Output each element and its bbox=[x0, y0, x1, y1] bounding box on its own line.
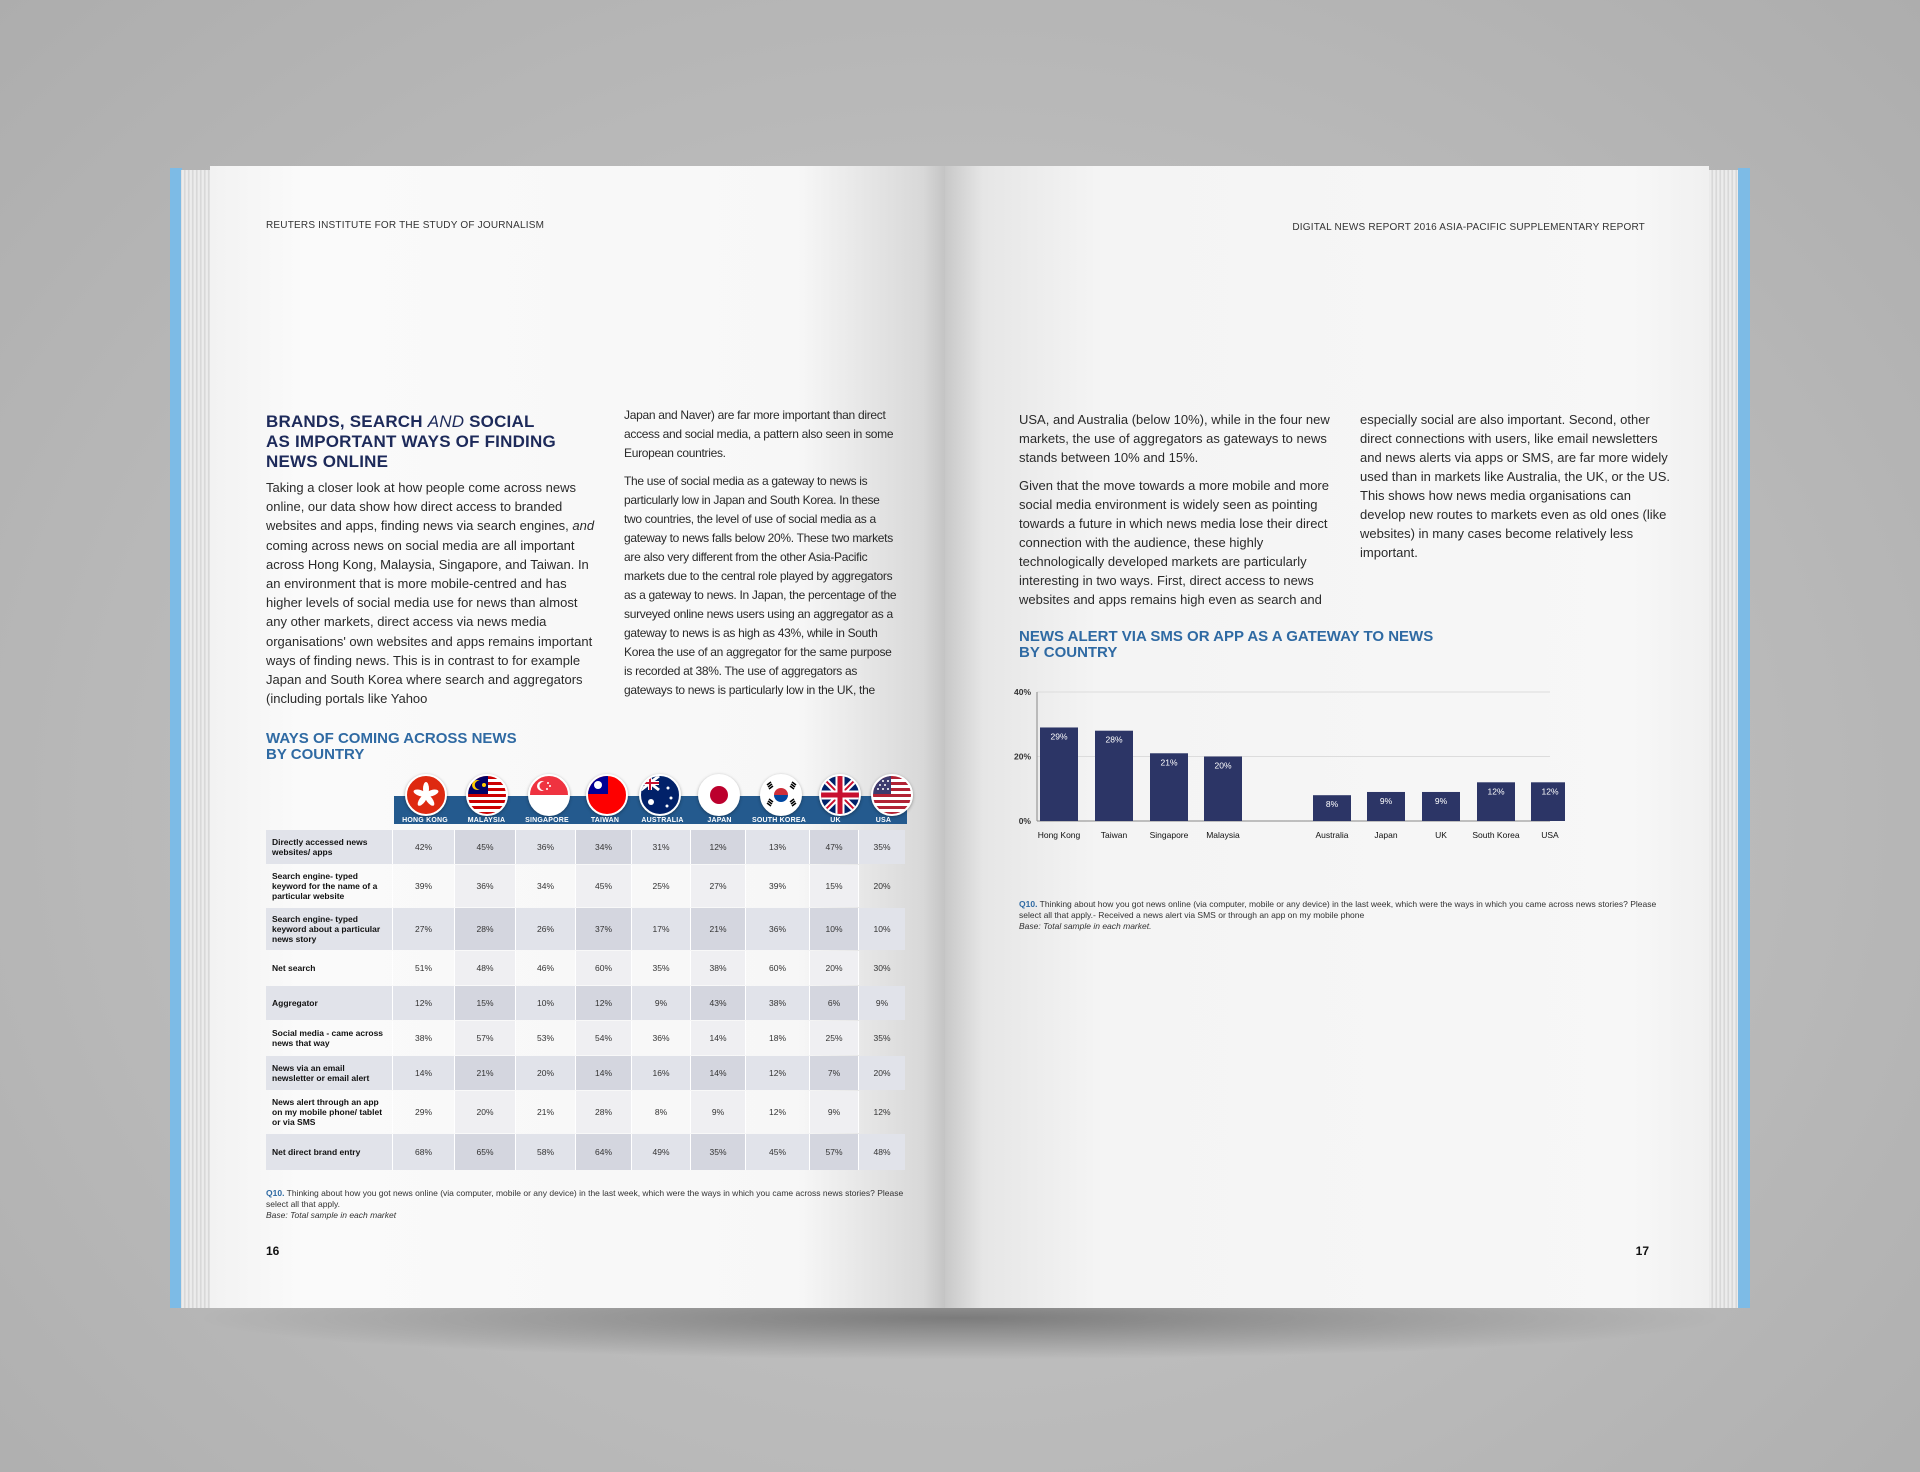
table-cell: 29% bbox=[392, 1091, 454, 1133]
table-cell: 21% bbox=[690, 908, 745, 950]
table-row bbox=[266, 1056, 907, 1090]
country-label-singapore: SINGAPORE bbox=[525, 817, 569, 824]
left-page bbox=[210, 166, 945, 1308]
cover-edge-right bbox=[1738, 168, 1750, 1308]
table-cell: 38% bbox=[690, 951, 745, 985]
country-label-south-korea: SOUTH KOREA bbox=[752, 817, 806, 824]
uk-flag-icon bbox=[819, 774, 861, 816]
table-cell: 21% bbox=[515, 1091, 575, 1133]
table-cell: 28% bbox=[575, 1091, 631, 1133]
table-cell: 25% bbox=[631, 865, 690, 907]
row-label: News via an email newsletter or email alert bbox=[266, 1056, 392, 1090]
table-cell: 16% bbox=[631, 1056, 690, 1090]
table-cell: 8% bbox=[631, 1091, 690, 1133]
table-row bbox=[266, 865, 907, 907]
table-cell: 45% bbox=[575, 865, 631, 907]
table-cell: 39% bbox=[392, 865, 454, 907]
row-label: Net direct brand entry bbox=[266, 1134, 392, 1170]
x-tick-label: UK bbox=[1435, 830, 1447, 840]
table-cell: 64% bbox=[575, 1134, 631, 1170]
table-cell: 36% bbox=[745, 908, 809, 950]
footnote-base: Base: Total sample in each market. bbox=[1019, 921, 1152, 931]
table-cell: 14% bbox=[392, 1056, 454, 1090]
x-tick-label: South Korea bbox=[1472, 830, 1520, 840]
right-page bbox=[945, 166, 1709, 1308]
bar-value-label: 20% bbox=[1214, 760, 1232, 771]
table-cell: 42% bbox=[392, 830, 454, 864]
paragraph: Japan and Naver) are far more important than direct access and social media, a pattern also seen in some European countries. bbox=[624, 408, 894, 460]
chart-title: NEWS ALERT VIA SMS OR APP AS A GATEWAY TO NEWS bbox=[1019, 628, 1434, 645]
table-cell: 9% bbox=[690, 1091, 745, 1133]
table-cell: 27% bbox=[392, 908, 454, 950]
table-cell: 12% bbox=[745, 1056, 809, 1090]
taiwan-flag-icon bbox=[586, 774, 628, 816]
heading-part: BRANDS, SEARCH bbox=[266, 412, 428, 431]
table-cell: 58% bbox=[515, 1134, 575, 1170]
table-cell: 30% bbox=[858, 951, 905, 985]
table-cell: 27% bbox=[690, 865, 745, 907]
bar-value-label: 29% bbox=[1050, 731, 1068, 742]
x-tick-label: Singapore bbox=[1149, 830, 1189, 840]
running-head-left: REUTERS INSTITUTE FOR THE STUDY OF JOURNALISM bbox=[266, 220, 545, 231]
row-label: Search engine- typed keyword about a particular news story bbox=[266, 908, 392, 950]
table-cell: 57% bbox=[454, 1021, 515, 1055]
table-cell: 20% bbox=[858, 1056, 905, 1090]
table-row bbox=[266, 830, 907, 864]
table-cell: 15% bbox=[809, 865, 858, 907]
table-cell: 21% bbox=[454, 1056, 515, 1090]
footnote-text: Thinking about how you got news online (via computer, mobile or any device) in the last week, which were the ways in which you came across news stories? Please select all that apply.- Received a news alert via SMS or through an app on my mobile phone bbox=[1019, 899, 1657, 920]
heading-line: NEWS ONLINE bbox=[266, 452, 389, 471]
table-row bbox=[266, 951, 907, 985]
x-tick-label: Japan bbox=[1374, 830, 1398, 840]
table-cell: 6% bbox=[809, 986, 858, 1020]
bar-value-label: 9% bbox=[1379, 795, 1393, 806]
table-cell: 35% bbox=[858, 1021, 905, 1055]
footnote-question-number: Q10. bbox=[266, 1188, 285, 1198]
bar bbox=[1040, 727, 1078, 821]
country-label-japan: JAPAN bbox=[707, 817, 732, 824]
table-cell: 10% bbox=[809, 908, 858, 950]
table-cell: 47% bbox=[809, 830, 858, 864]
table-cell: 35% bbox=[631, 951, 690, 985]
table-cell: 38% bbox=[392, 1021, 454, 1055]
paragraph: USA, and Australia (below 10%), while in the four new markets, the use of aggregators as gateways to news stands between 10% and 15%. bbox=[1019, 412, 1330, 465]
table-cell: 68% bbox=[392, 1134, 454, 1170]
table-cell: 14% bbox=[575, 1056, 631, 1090]
table-row bbox=[266, 1021, 907, 1055]
malaysia-flag-icon bbox=[466, 774, 508, 816]
y-tick-label: 20% bbox=[1013, 751, 1031, 762]
table-row bbox=[266, 908, 907, 950]
bar-value-label: 8% bbox=[1325, 799, 1339, 810]
bar-chart bbox=[1005, 676, 1565, 851]
table-cell: 35% bbox=[858, 830, 905, 864]
footnote-text: Thinking about how you got news online (via computer, mobile or any device) in the last week, which were the ways in which you came across news stories? Please select all that apply. bbox=[266, 1188, 904, 1209]
row-label: News alert through an app on my mobile phone/ tablet or via SMS bbox=[272, 1097, 383, 1127]
bar-chart-svg bbox=[1005, 676, 1565, 851]
table-cell: 53% bbox=[515, 1021, 575, 1055]
table-cell: 45% bbox=[745, 1134, 809, 1170]
table-cell: 28% bbox=[454, 908, 515, 950]
page-number-right: 17 bbox=[1635, 1244, 1649, 1258]
table-cell: 9% bbox=[631, 986, 690, 1020]
right-column-text bbox=[624, 406, 899, 709]
table-cell: 12% bbox=[392, 986, 454, 1020]
table-cell: 60% bbox=[745, 951, 809, 985]
table-row bbox=[266, 986, 907, 1020]
table-cell: 45% bbox=[454, 830, 515, 864]
bar-value-label: 12% bbox=[1541, 786, 1559, 797]
table-footnote bbox=[266, 1188, 906, 1221]
table-cell: 26% bbox=[515, 908, 575, 950]
body-text-emphasis: and bbox=[572, 518, 595, 534]
table-cell: 14% bbox=[690, 1056, 745, 1090]
japan-flag-icon bbox=[698, 774, 740, 816]
body-text-part: Taking a closer look at how people come across news online, our data show how direct access to branded websites and apps, finding news via search engines, bbox=[266, 480, 576, 534]
page-number-left: 16 bbox=[266, 1244, 280, 1258]
left-column-text bbox=[266, 478, 596, 708]
south-korea-flag-icon bbox=[760, 774, 802, 816]
country-label-taiwan: TAIWAN bbox=[590, 817, 620, 824]
table-cell: 17% bbox=[631, 908, 690, 950]
paragraph: Given that the move towards a more mobile and more social media environment is widely seen as pointing towards a future in which news media lose their direct connection with the audience, these highly technologically developed markets are particularly interesting in two ways. First, direct access to news websites and apps remains high even as search and bbox=[1019, 478, 1329, 607]
table-cell: 31% bbox=[631, 830, 690, 864]
paragraph: The use of social media as a gateway to news is particularly low in Japan and South Korea. In these two countries, the level of use of social media as a gateway to news falls below 20%. These two markets are also very different from the other Asia-Pacific markets due to the central role played by aggregators as a gateway to news. In Japan, the percentage of the surveyed online news users using an aggregator as a gateway to news is as high as 43%, while in South Korea the use of an aggregator for the same purpose is recorded at 38%. The use of aggregators as gateways to news is particularly low in the UK, the bbox=[624, 474, 897, 697]
table-cell: 13% bbox=[745, 830, 809, 864]
usa-flag-icon bbox=[871, 774, 913, 816]
row-label: Net search bbox=[272, 963, 316, 973]
table-row bbox=[266, 1134, 907, 1170]
chart-subtitle: BY COUNTRY bbox=[1019, 644, 1118, 661]
x-tick-label: Australia bbox=[1315, 830, 1349, 840]
y-tick-label: 0% bbox=[1018, 816, 1031, 826]
table-cell: 49% bbox=[631, 1134, 690, 1170]
x-tick-label: Malaysia bbox=[1206, 830, 1240, 840]
table-cell: 12% bbox=[858, 1091, 905, 1133]
table-cell: 36% bbox=[454, 865, 515, 907]
australia-flag-icon bbox=[639, 774, 681, 816]
row-label: Aggregator bbox=[266, 986, 392, 1020]
table-cell: 48% bbox=[858, 1134, 905, 1170]
body-text-part: coming across news on social media are all important across Hong Kong, Malaysia, Singapore, and Taiwan. In an environment that is more mobile-centred and has higher levels of social media use for news than almost any other markets, direct access via news media organisations' own websites and apps remains important ways of finding news. This is in contrast to for example Japan and South Korea where search and aggregators (including portals like Yahoo bbox=[266, 537, 593, 707]
table-cell: 48% bbox=[454, 951, 515, 985]
country-label-uk: UK bbox=[830, 817, 841, 824]
bar-value-label: 21% bbox=[1160, 757, 1178, 768]
bar-value-label: 28% bbox=[1105, 734, 1123, 745]
table-cell: 25% bbox=[809, 1021, 858, 1055]
table-cell: 9% bbox=[858, 986, 905, 1020]
right-page-column-2 bbox=[1360, 410, 1680, 571]
country-label-hong-kong: HONG KONG bbox=[402, 817, 448, 824]
table-cell: 35% bbox=[690, 1134, 745, 1170]
table-cell: 51% bbox=[392, 951, 454, 985]
table-cell: 57% bbox=[809, 1134, 858, 1170]
table-cell: 65% bbox=[454, 1134, 515, 1170]
table-cell: 60% bbox=[575, 951, 631, 985]
bar-value-label: 12% bbox=[1487, 786, 1505, 797]
table-cell: 54% bbox=[575, 1021, 631, 1055]
country-label-australia: AUSTRALIA bbox=[641, 817, 684, 824]
chart-footnote bbox=[1019, 899, 1659, 932]
table-subtitle: BY COUNTRY bbox=[266, 746, 365, 763]
country-label-usa: USA bbox=[875, 817, 892, 824]
row-label: Social media - came across news that way bbox=[272, 1028, 384, 1048]
footnote-question-number: Q10. bbox=[1019, 899, 1038, 909]
singapore-flag-icon bbox=[528, 774, 570, 816]
table-cell: 7% bbox=[809, 1056, 858, 1090]
x-tick-label: Hong Kong bbox=[1037, 830, 1081, 840]
table-cell: 20% bbox=[515, 1056, 575, 1090]
table-cell: 12% bbox=[745, 1091, 809, 1133]
country-label-malaysia: MALAYSIA bbox=[467, 817, 506, 824]
table-cell: 10% bbox=[858, 908, 905, 950]
table-cell: 36% bbox=[515, 830, 575, 864]
table-cell: 10% bbox=[515, 986, 575, 1020]
table-cell: 38% bbox=[745, 986, 809, 1020]
table-cell: 34% bbox=[575, 830, 631, 864]
hong-kong-flag-icon bbox=[405, 774, 447, 816]
table-cell: 34% bbox=[515, 865, 575, 907]
row-label: Directly accessed news websites/ apps bbox=[266, 830, 392, 864]
table-cell: 15% bbox=[454, 986, 515, 1020]
bar-value-label: 9% bbox=[1434, 795, 1448, 806]
section-heading bbox=[266, 412, 566, 472]
x-tick-label: Taiwan bbox=[1100, 830, 1128, 840]
table-cell: 12% bbox=[575, 986, 631, 1020]
table-cell: 9% bbox=[809, 1091, 858, 1133]
x-tick-label: USA bbox=[1541, 830, 1559, 840]
page-stack-right bbox=[1708, 170, 1738, 1308]
heading-emphasis: AND bbox=[427, 412, 465, 431]
heading-line: AS IMPORTANT WAYS OF FINDING bbox=[266, 432, 556, 451]
footnote-base: Base: Total sample in each market bbox=[266, 1210, 397, 1220]
row-label: Search engine- typed keyword for the name of a particular website bbox=[272, 871, 378, 901]
right-page-column-1 bbox=[1019, 410, 1344, 618]
table-cell: 43% bbox=[690, 986, 745, 1020]
table-cell: 37% bbox=[575, 908, 631, 950]
table-title: WAYS OF COMING ACROSS NEWS bbox=[266, 730, 517, 747]
table-row bbox=[266, 1091, 907, 1133]
paragraph: especially social are also important. Second, other direct connections with users, like email newsletters and news alerts via apps or SMS, are far more widely used than in markets like Australia, the UK, or the US. This shows how news media organisations can develop new routes to markets even as old ones (like websites) in many cases become relatively less important. bbox=[1360, 412, 1670, 560]
heading-part: SOCIAL bbox=[464, 412, 535, 431]
table-cell: 36% bbox=[631, 1021, 690, 1055]
table-cell: 18% bbox=[745, 1021, 809, 1055]
page-stack-left bbox=[181, 170, 211, 1308]
table-cell: 14% bbox=[690, 1021, 745, 1055]
table-cell: 20% bbox=[809, 951, 858, 985]
table-cell: 46% bbox=[515, 951, 575, 985]
table-cell: 20% bbox=[858, 865, 905, 907]
y-tick-label: 40% bbox=[1013, 687, 1031, 697]
table-cell: 20% bbox=[454, 1091, 515, 1133]
table-cell: 39% bbox=[745, 865, 809, 907]
running-head-right: DIGITAL NEWS REPORT 2016 ASIA-PACIFIC SUPPLEMENTARY REPORT bbox=[1292, 222, 1645, 233]
table-cell: 12% bbox=[690, 830, 745, 864]
